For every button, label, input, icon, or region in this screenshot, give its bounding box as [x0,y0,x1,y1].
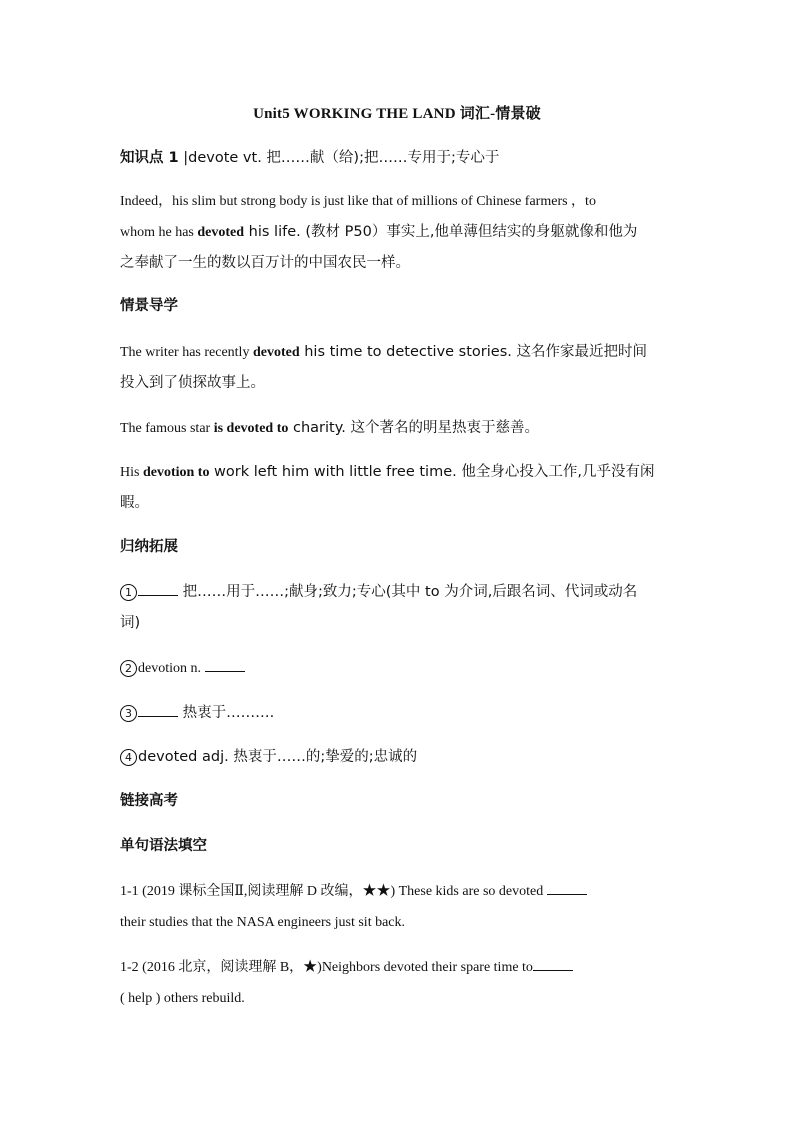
knowledge-point-line [120,143,674,174]
summary-item-4 [120,742,674,773]
page-title: Unit5 WORKING THE LAND 词汇-情景破 [253,106,541,122]
summary-text: 把……用于……;献身;致力;专心(其中 to 为介词,后跟名词、代词或动名 [178,584,638,600]
circled-number-2: 2 [120,660,137,677]
section-heading-fill: 单句语法填空 [120,838,207,854]
exercise-1-line-2: their studies that the NASA engineers just sit back. [120,915,406,930]
answer-blank[interactable] [138,702,178,717]
circled-number-4: 4 [120,749,137,766]
situation-text: His [120,465,143,480]
exercise-1-line-1 [120,876,674,907]
exercise-2-line-2: ( help ) others rebuild. [120,991,245,1006]
summary-item-3 [120,698,674,729]
summary-text: devoted adj. 热衷于……的;挚爱的;忠诚的 [138,749,418,765]
knowledge-point-text: |devote vt. 把……献（给);把……专用于;专心于 [183,150,500,166]
section-heading-exam: 链接高考 [120,793,178,809]
situation-line-3 [120,413,674,444]
section-heading-summary: 归纳拓展 [120,539,178,555]
summary-item-1 [120,577,674,608]
summary-text: devotion n. [138,661,205,676]
situation-text: The writer has recently [120,345,253,360]
knowledge-point-label: 知识点 1 [120,150,179,166]
example-text-zh: his life. (教材 P50）事实上,他单薄但结实的身躯就像和他为 [244,224,638,240]
example-line-2 [120,217,674,248]
situation-text-zh: charity. 这个著名的明星热衷于慈善。 [288,420,539,436]
situation-text-zh: work left him with little free time. 他全身心投入工作,几乎没有闲 [209,464,655,480]
example-line-3: 之奉献了一生的数以百万计的中国农民一样。 [120,255,410,271]
situation-line-4 [120,457,674,488]
section-heading-situation: 情景导学 [120,298,178,314]
situation-line-5: 暇。 [120,495,149,511]
summary-item-1-cont: 词) [120,615,141,631]
circled-number-3: 3 [120,705,137,722]
summary-item-2 [120,653,674,684]
answer-blank[interactable] [138,581,178,596]
exercise-2-line-1 [120,952,674,983]
situation-keyword: devotion to [142,465,210,480]
situation-line-2: 投入到了侦探故事上。 [120,375,265,391]
answer-blank[interactable] [547,880,587,895]
exercise-text: 1-1 (2019 课标全国Ⅱ,阅读理解 D 改编，★★) These kids are so devoted [120,884,547,899]
answer-blank[interactable] [205,657,245,672]
example-line-1: Indeed，his slim but strong body is just like that of millions of Chinese farmers ，to [120,194,596,209]
example-text: whom he has [120,225,198,240]
summary-text: 热衷于………. [178,705,275,721]
situation-line-1 [120,337,674,368]
situation-keyword: is devoted to [213,421,289,436]
situation-text-zh: his time to detective stories. 这名作家最近把时间 [299,344,647,360]
circled-number-1: 1 [120,584,137,601]
exercise-text: 1-2 (2016 北京，阅读理解 B，★)Neighbors devoted their spare time to [120,960,533,975]
answer-blank[interactable] [533,956,573,971]
situation-text: The famous star [120,421,214,436]
example-keyword: devoted [197,225,245,240]
situation-keyword: devoted [252,345,300,360]
